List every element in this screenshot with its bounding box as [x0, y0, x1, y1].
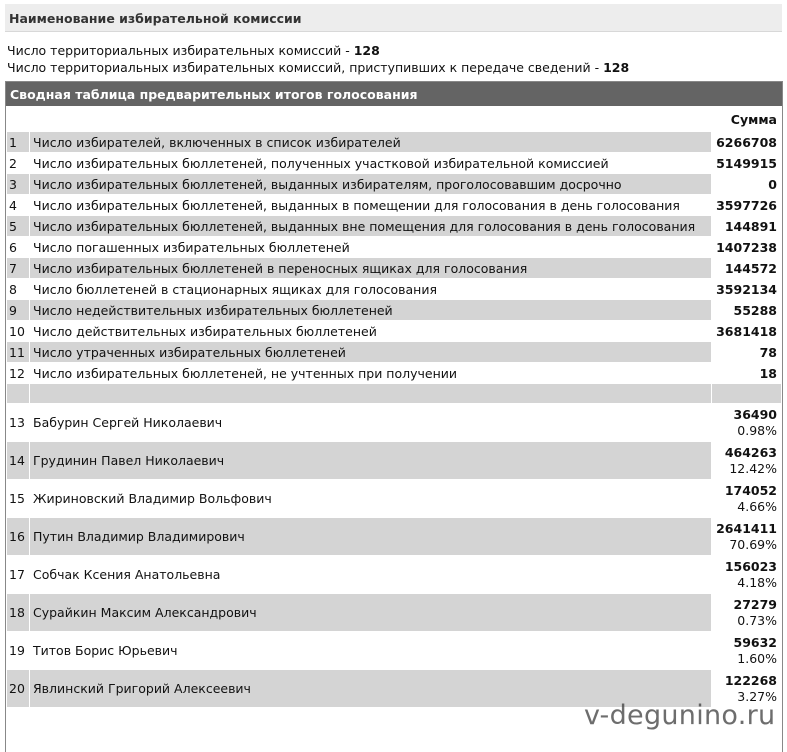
row-number: 4: [7, 195, 29, 216]
candidate-row: [7, 518, 781, 556]
row-label: Число избирательных бюллетеней, полученных участковой избирательной комиссией: [29, 153, 711, 174]
candidate-number: 17: [7, 556, 29, 594]
table-row: [7, 258, 781, 279]
row-value: 144572: [711, 258, 781, 279]
row-label: Число бюллетеней в стационарных ящиках для голосования: [29, 279, 711, 300]
row-label: Число погашенных избирательных бюллетеней: [29, 237, 711, 258]
row-value: 3592134: [711, 279, 781, 300]
info-label: Число территориальных избирательных комиссий -: [7, 43, 350, 58]
table-row: [7, 174, 781, 195]
candidate-row: [7, 632, 781, 670]
candidate-row: [7, 442, 781, 480]
candidate-result: [711, 556, 781, 594]
info-line-commissions: [7, 43, 380, 58]
row-label: Число избирательных бюллетеней в переносных ящиках для голосования: [29, 258, 711, 279]
candidate-name: Путин Владимир Владимирович: [29, 518, 711, 556]
row-value: 5149915: [711, 153, 781, 174]
summary-panel: [5, 81, 783, 752]
candidate-number: 19: [7, 632, 29, 670]
candidate-number: 20: [7, 670, 29, 708]
row-number: 10: [7, 321, 29, 342]
candidate-percent: 4.66%: [737, 499, 777, 514]
info-line-reporting: [7, 60, 629, 75]
row-value: 78: [711, 342, 781, 363]
row-label: Число избирателей, включенных в список избирателей: [29, 132, 711, 153]
results-table: [7, 107, 781, 708]
candidate-name: Жириновский Владимир Вольфович: [29, 480, 711, 518]
candidate-name: Собчак Ксения Анатольевна: [29, 556, 711, 594]
candidate-votes: 174052: [724, 483, 777, 498]
table-row: [7, 216, 781, 237]
candidate-name: Грудинин Павел Николаевич: [29, 442, 711, 480]
candidate-number: 13: [7, 404, 29, 442]
spacer-cell: [7, 384, 29, 404]
candidate-percent: 0.73%: [737, 613, 777, 628]
row-number: 5: [7, 216, 29, 237]
row-number: 12: [7, 363, 29, 384]
candidate-result: [711, 518, 781, 556]
candidate-name: Титов Борис Юрьевич: [29, 632, 711, 670]
table-row: [7, 321, 781, 342]
watermark: v-degunino.ru: [584, 700, 776, 731]
row-label: Число избирательных бюллетеней, выданных избирателям, проголосовавшим досрочно: [29, 174, 711, 195]
row-number: 11: [7, 342, 29, 363]
row-label: Число избирательных бюллетеней, выданных вне помещения для голосования в день голосования: [29, 216, 711, 237]
candidate-votes: 464263: [724, 445, 777, 460]
candidate-row: [7, 556, 781, 594]
table-row: [7, 279, 781, 300]
table-row: [7, 342, 781, 363]
candidate-votes: 122268: [724, 673, 777, 688]
row-label: Число избирательных бюллетеней, не учтенных при получении: [29, 363, 711, 384]
row-number: 7: [7, 258, 29, 279]
info-value: 128: [353, 43, 380, 58]
candidate-number: 16: [7, 518, 29, 556]
summary-title: Сводная таблица предварительных итогов голосования: [6, 82, 782, 106]
row-label: Число недействительных избирательных бюллетеней: [29, 300, 711, 321]
row-number: 9: [7, 300, 29, 321]
candidate-votes: 27279: [733, 597, 777, 612]
row-value: 55288: [711, 300, 781, 321]
row-label: Число действительных избирательных бюллетеней: [29, 321, 711, 342]
candidate-name: Сурайкин Максим Александрович: [29, 594, 711, 632]
candidate-result: [711, 594, 781, 632]
candidate-percent: 3.27%: [737, 689, 777, 704]
candidate-percent: 0.98%: [737, 423, 777, 438]
candidate-percent: 1.60%: [737, 651, 777, 666]
row-value: 0: [711, 174, 781, 195]
candidate-number: 18: [7, 594, 29, 632]
spacer-cell: [711, 384, 781, 404]
info-value: 128: [603, 60, 630, 75]
candidate-name: Бабурин Сергей Николаевич: [29, 404, 711, 442]
candidate-row: [7, 404, 781, 442]
candidate-row: [7, 480, 781, 518]
candidate-votes: 156023: [724, 559, 777, 574]
info-label: Число территориальных избирательных комиссий, приступивших к передаче сведений -: [7, 60, 600, 75]
row-value: 3597726: [711, 195, 781, 216]
candidate-number: 14: [7, 442, 29, 480]
candidate-name: Явлинский Григорий Алексеевич: [29, 670, 711, 708]
candidate-result: [711, 480, 781, 518]
row-label: Число утраченных избирательных бюллетеней: [29, 342, 711, 363]
row-value: 6266708: [711, 132, 781, 153]
commission-title: Наименование избирательной комиссии: [5, 4, 782, 32]
candidate-percent: 70.69%: [729, 537, 777, 552]
candidate-result: [711, 442, 781, 480]
table-row: [7, 300, 781, 321]
table-row: [7, 363, 781, 384]
spacer-row: [7, 384, 781, 404]
row-number: 2: [7, 153, 29, 174]
table-row: [7, 195, 781, 216]
table-row: [7, 153, 781, 174]
candidate-votes: 36490: [733, 407, 777, 422]
column-header-sum: Сумма: [711, 107, 781, 132]
candidate-votes: 2641411: [716, 521, 777, 536]
row-number: 1: [7, 132, 29, 153]
candidate-result: [711, 404, 781, 442]
candidate-percent: 4.18%: [737, 575, 777, 590]
candidate-percent: 12.42%: [729, 461, 777, 476]
row-label: Число избирательных бюллетеней, выданных в помещении для голосования в день голосования: [29, 195, 711, 216]
candidate-result: [711, 632, 781, 670]
header-name-cell: [29, 107, 711, 132]
row-value: 3681418: [711, 321, 781, 342]
row-value: 18: [711, 363, 781, 384]
candidate-row: [7, 594, 781, 632]
spacer-cell: [29, 384, 711, 404]
row-number: 3: [7, 174, 29, 195]
table-header-row: [7, 107, 781, 132]
candidate-number: 15: [7, 480, 29, 518]
row-number: 8: [7, 279, 29, 300]
row-value: 1407238: [711, 237, 781, 258]
table-row: [7, 237, 781, 258]
table-row: [7, 132, 781, 153]
candidate-votes: 59632: [733, 635, 777, 650]
row-number: 6: [7, 237, 29, 258]
header-num-cell: [7, 107, 29, 132]
row-value: 144891: [711, 216, 781, 237]
